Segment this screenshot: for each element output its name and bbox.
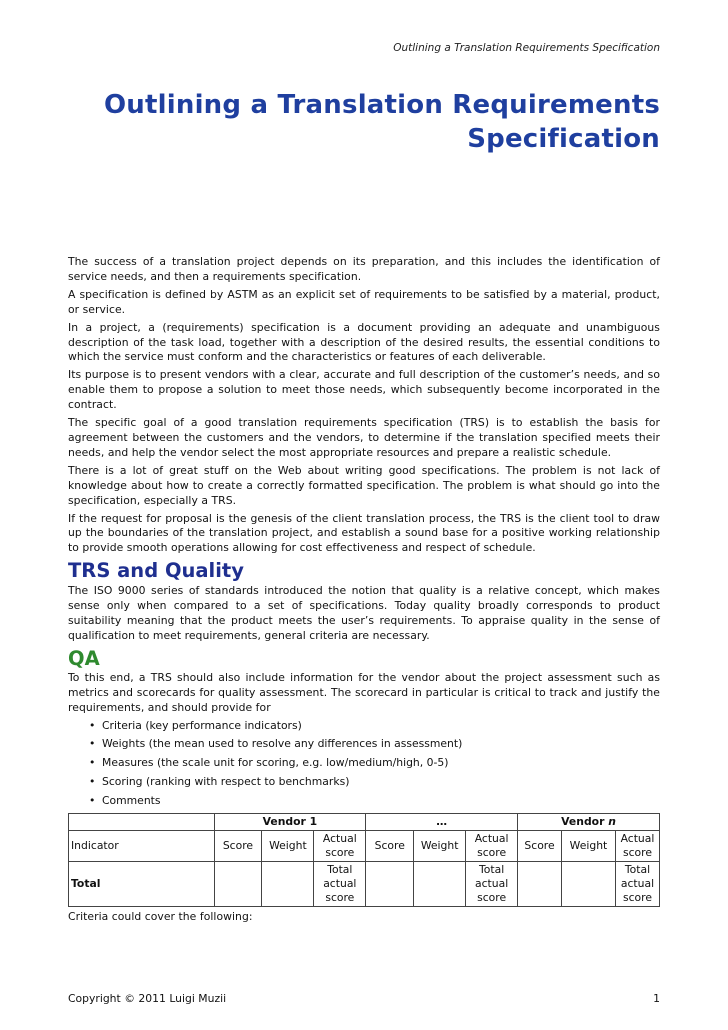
table-cell-empty [562,862,616,907]
total-actual-score: Total actual score [615,862,659,907]
table-row-header-vendors [69,814,660,831]
intro-paragraph: A specification is defined by ASTM as an explicit set of requirements to be satisfied by a material, product, or service. [68,287,660,316]
criteria-intro: Criteria could cover the following: [68,910,253,924]
vendor-1-header: Vendor 1 [214,814,366,831]
actual-score-header: Actual score [314,831,366,862]
actual-score-header: Actual score [615,831,659,862]
table-cell-empty [518,862,562,907]
list-item: • Criteria (key performance indicators) [102,719,660,734]
scorecard-items-list [68,719,660,810]
total-actual-score: Total actual score [466,862,518,907]
page-number: 1 [653,992,660,1005]
table-cell-empty [366,862,414,907]
score-header: Score [518,831,562,862]
page-footer [68,992,660,1005]
copyright-text: Copyright © 2011 Luigi Muzii [68,992,227,1005]
title-line-1: Outlining a Translation Requirements [104,90,660,120]
weight-header: Weight [262,831,314,862]
intro-paragraph: If the request for proposal is the genesis of the client translation process, the TRS is the client tool to draw up the boundaries of the translation project, and establish a sound base for a positive working relationship to provide smooth operations allowing for cost effectiveness and respect of schedule. [68,511,660,555]
title-line-2: Specification [467,124,660,154]
vendor-n-header [518,814,660,831]
list-item: • Scoring (ranking with respect to benchmarks) [102,775,660,790]
score-header: Score [214,831,262,862]
table-cell-empty [214,862,262,907]
intro-paragraph: The success of a translation project depends on its preparation, and this includes the identification of service needs, and then a requirements specification. [68,255,660,283]
table-cell-empty [262,862,314,907]
actual-score-header: Actual score [466,831,518,862]
table-row-indicator [69,831,660,862]
intro-paragraph: Its purpose is to present vendors with a clear, accurate and full description of the customer’s needs, and so enable them to propose a solution to meet those needs, which subsequently become incorporated in the contract. [68,368,660,412]
weight-header: Weight [414,831,466,862]
table-cell-empty [414,862,466,907]
vendor-n-italic: n [608,815,616,829]
intro-paragraph: There is a lot of great stuff on the Web about writing good specifications. The problem is not lack of knowledge about how to create a correctly formatted specification. The problem is what should go into the specification, especially a TRS. [68,463,660,507]
intro-paragraph: In a project, a (requirements) specification is a document providing an adequate and unambiguous description of the task load, together with a description of the desired results, the essential conditions to which the service must conform and the characteristics or features of each deliverable. [68,320,660,364]
total-label: Total [69,862,215,907]
list-item: • Weights (the mean used to resolve any differences in assessment) [102,737,660,752]
scorecard-table [68,813,660,907]
table-cell-empty [69,814,215,831]
vendor-n-prefix: Vendor [561,815,609,829]
table-row-total [69,862,660,907]
list-item: • Comments [102,794,660,809]
indicator-label: Indicator [69,831,215,862]
total-actual-score: Total actual score [314,862,366,907]
document-title [100,88,660,156]
running-header: Outlining a Translation Requirements Specification [393,42,660,54]
section-heading-trs-quality: TRS and Quality [68,559,244,583]
list-item: • Measures (the scale unit for scoring, e.g. low/medium/high, 0-5) [102,756,660,771]
document-body [68,255,660,928]
section-heading-qa: QA [68,646,100,670]
intro-paragraph: The specific goal of a good translation requirements specification (TRS) is to establish the basis for agreement between the customers and the vendors, to determine if the translation specified meets their needs, and help the vendor select the most appropriate resources and prepare a realistic schedule. [68,416,660,459]
qa-paragraph: To this end, a TRS should also include information for the vendor about the project assessment such as metrics and scorecards for quality assessment. The scorecard in particular is critical to track and justify the requirements, and should provide for [68,670,660,714]
weight-header: Weight [562,831,616,862]
score-header: Score [366,831,414,862]
trs-quality-paragraph: The ISO 9000 series of standards introduced the notion that quality is a relative concept, which makes sense only when compared to a set of specifications. Today quality broadly corresponds to product suitability meaning that the product meets the user’s requirements. To appraise quality in the sense of qualification to meet requirements, general criteria are necessary. [68,584,660,642]
vendor-ellipsis-header: … [366,814,518,831]
